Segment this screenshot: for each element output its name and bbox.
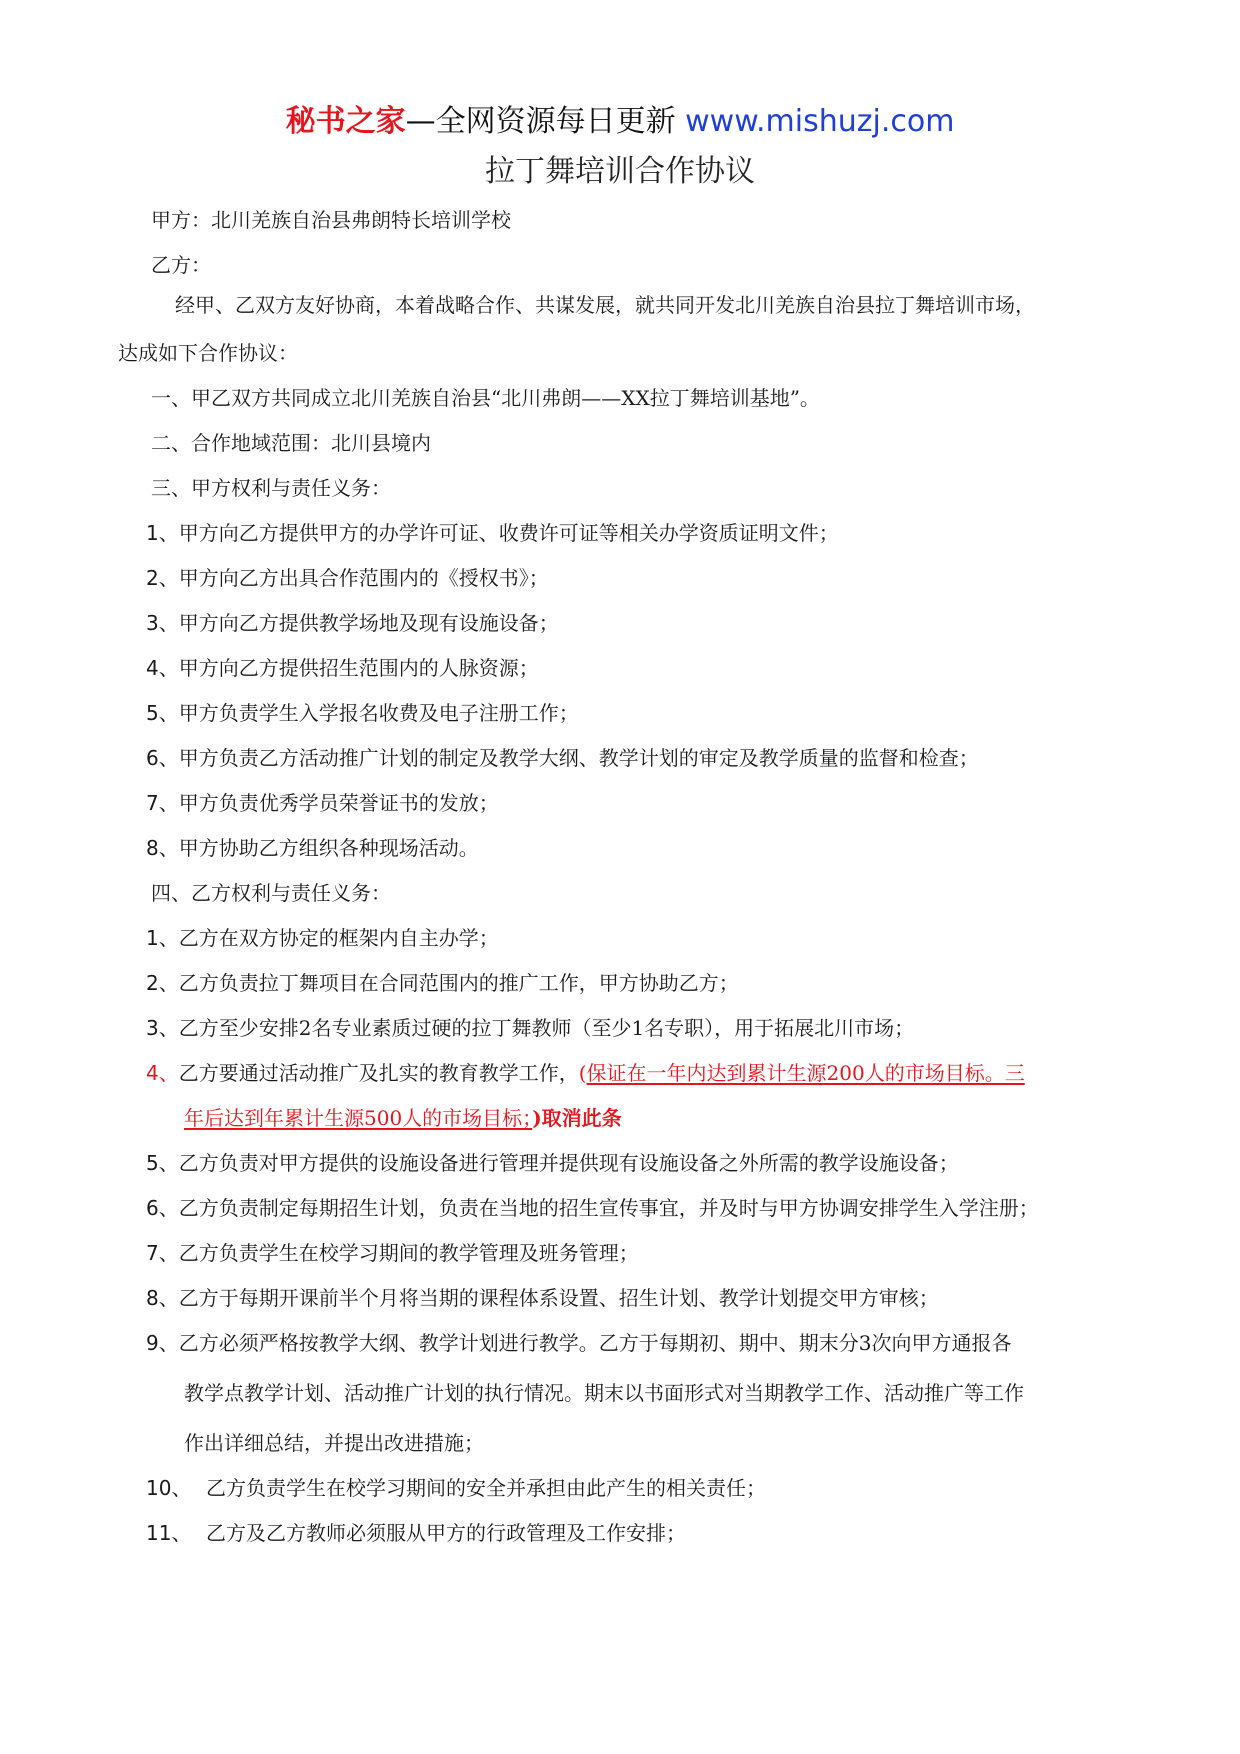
party-b-item-revised [146,1058,1025,1088]
item-text: 甲方向乙方出具合作范围内的《授权书》； [178,566,549,590]
party-a-item [146,788,499,818]
item-text: 甲方协助乙方组织各种现场活动。 [178,836,479,860]
item-text: 乙方要通过活动推广及扎实的教育教学工作， [178,1061,579,1085]
party-b-item [146,1238,639,1268]
party-a-item [146,563,549,593]
item-text: 甲方负责优秀学员荣誉证书的发放； [178,791,499,815]
item-text: 乙方负责拉丁舞项目在合同范围内的推广工作，甲方协助乙方； [178,971,739,995]
party-b-item [146,1193,1039,1223]
item-number: 1、 [146,926,179,950]
item-text: 乙方及乙方教师必须服从甲方的行政管理及工作安排； [206,1521,686,1545]
party-b-item-cont: 作出详细总结，并提出改进措施； [184,1431,484,1455]
party-b-item [146,923,499,953]
party-b-item [146,1148,959,1178]
item-text: 甲方负责学生入学报名收费及电子注册工作； [178,701,579,725]
item-text: 乙方负责学生在校学习期间的教学管理及班务管理； [178,1241,639,1265]
party-a-item [146,518,839,548]
item-text: 乙方至少安排2名专业素质过硬的拉丁舞教师（至少1名专职），用于拓展北川市场； [178,1016,915,1040]
party-b-item [146,1013,914,1043]
item-number: 7、 [146,1241,179,1265]
item-number: 1、 [146,521,179,545]
item-number: 3、 [146,1016,179,1040]
party-a-item [146,833,479,863]
section-4-heading: 四、乙方权利与责任义务： [151,881,391,905]
party-b-item [146,1518,686,1548]
item-number: 5、 [146,701,179,725]
intro-line-2: 达成如下合作协议： [118,341,298,365]
intro-line-1: 经甲、乙双方友好协商，本着战略合作、共谋发展，就共同开发北川羌族自治县拉丁舞培训市场， [175,293,1035,317]
party-b-item [146,1328,1011,1358]
item-number: 3、 [146,611,179,635]
revision-cancel-note: )取消此条 [532,1106,622,1130]
item-text: 甲方向乙方提供招生范围内的人脉资源； [178,656,539,680]
item-number: 5、 [146,1151,179,1175]
item-number: 8、 [146,836,179,860]
site-banner [0,100,1240,144]
item-number: 7、 [146,791,179,815]
party-b-item [146,1283,939,1313]
item-number: 4、 [146,1061,179,1085]
item-number: 11、 [146,1521,192,1545]
banner-url[interactable]: www.mishuzj.com [685,104,955,139]
item-text: 乙方于每期开课前半个月将当期的课程体系设置、招生计划、教学计划提交甲方审核； [178,1286,939,1310]
item-number: 9、 [146,1331,179,1355]
party-a-item [146,653,539,683]
section-1: 一、甲乙双方共同成立北川羌族自治县“北川弗朗——XX拉丁舞培训基地”。 [151,386,820,410]
party-a-item [146,608,559,638]
party-a-item [146,698,579,728]
party-a-item [146,743,979,773]
revision-underlined-text-2: 年后达到年累计生源500人的市场目标； [184,1106,533,1130]
party-b-line: 乙方： [151,253,211,277]
item-text: 乙方在双方协定的框架内自主办学； [178,926,499,950]
revision-open-paren: ( [578,1061,587,1085]
document-title: 拉丁舞培训合作协议 [485,154,755,189]
item-text: 乙方必须严格按教学大纲、教学计划进行教学。乙方于每期初、期中、期末分3次向甲方通报各 [178,1331,1012,1355]
item-text: 乙方负责对甲方提供的设施设备进行管理并提供现有设施设备之外所需的教学设施设备； [178,1151,959,1175]
item-text: 乙方负责制定每期招生计划，负责在当地的招生宣传事宜，并及时与甲方协调安排学生入学注册； [178,1196,1039,1220]
party-b-item [146,1473,766,1503]
item-number: 6、 [146,1196,179,1220]
item-text: 甲方向乙方提供甲方的办学许可证、收费许可证等相关办学资质证明文件； [178,521,839,545]
item-number: 8、 [146,1286,179,1310]
item-number: 6、 [146,746,179,770]
party-a-line: 甲方：北川羌族自治县弗朗特长培训学校 [151,208,511,232]
revision-underlined-text: 保证在一年内达到累计生源200人的市场目标。三 [586,1061,1025,1085]
item-text: 甲方向乙方提供教学场地及现有设施设备； [178,611,559,635]
party-b-item [146,968,739,998]
section-3-heading: 三、甲方权利与责任义务： [151,476,391,500]
banner-slogan: —全网资源每日更新 [405,104,676,139]
item-number: 2、 [146,971,179,995]
banner-brand: 秘书之家 [285,104,406,139]
party-b-item-revised-cont [184,1103,622,1133]
section-2: 二、合作地域范围：北川县境内 [151,431,431,455]
item-number: 4、 [146,656,179,680]
item-number: 10、 [146,1476,192,1500]
item-text: 乙方负责学生在校学习期间的安全并承担由此产生的相关责任； [206,1476,766,1500]
item-text: 甲方负责乙方活动推广计划的制定及教学大纲、教学计划的审定及教学质量的监督和检查； [178,746,979,770]
item-number: 2、 [146,566,179,590]
party-b-item-cont: 教学点教学计划、活动推广计划的执行情况。期末以书面形式对当期教学工作、活动推广等工作 [184,1381,1024,1405]
